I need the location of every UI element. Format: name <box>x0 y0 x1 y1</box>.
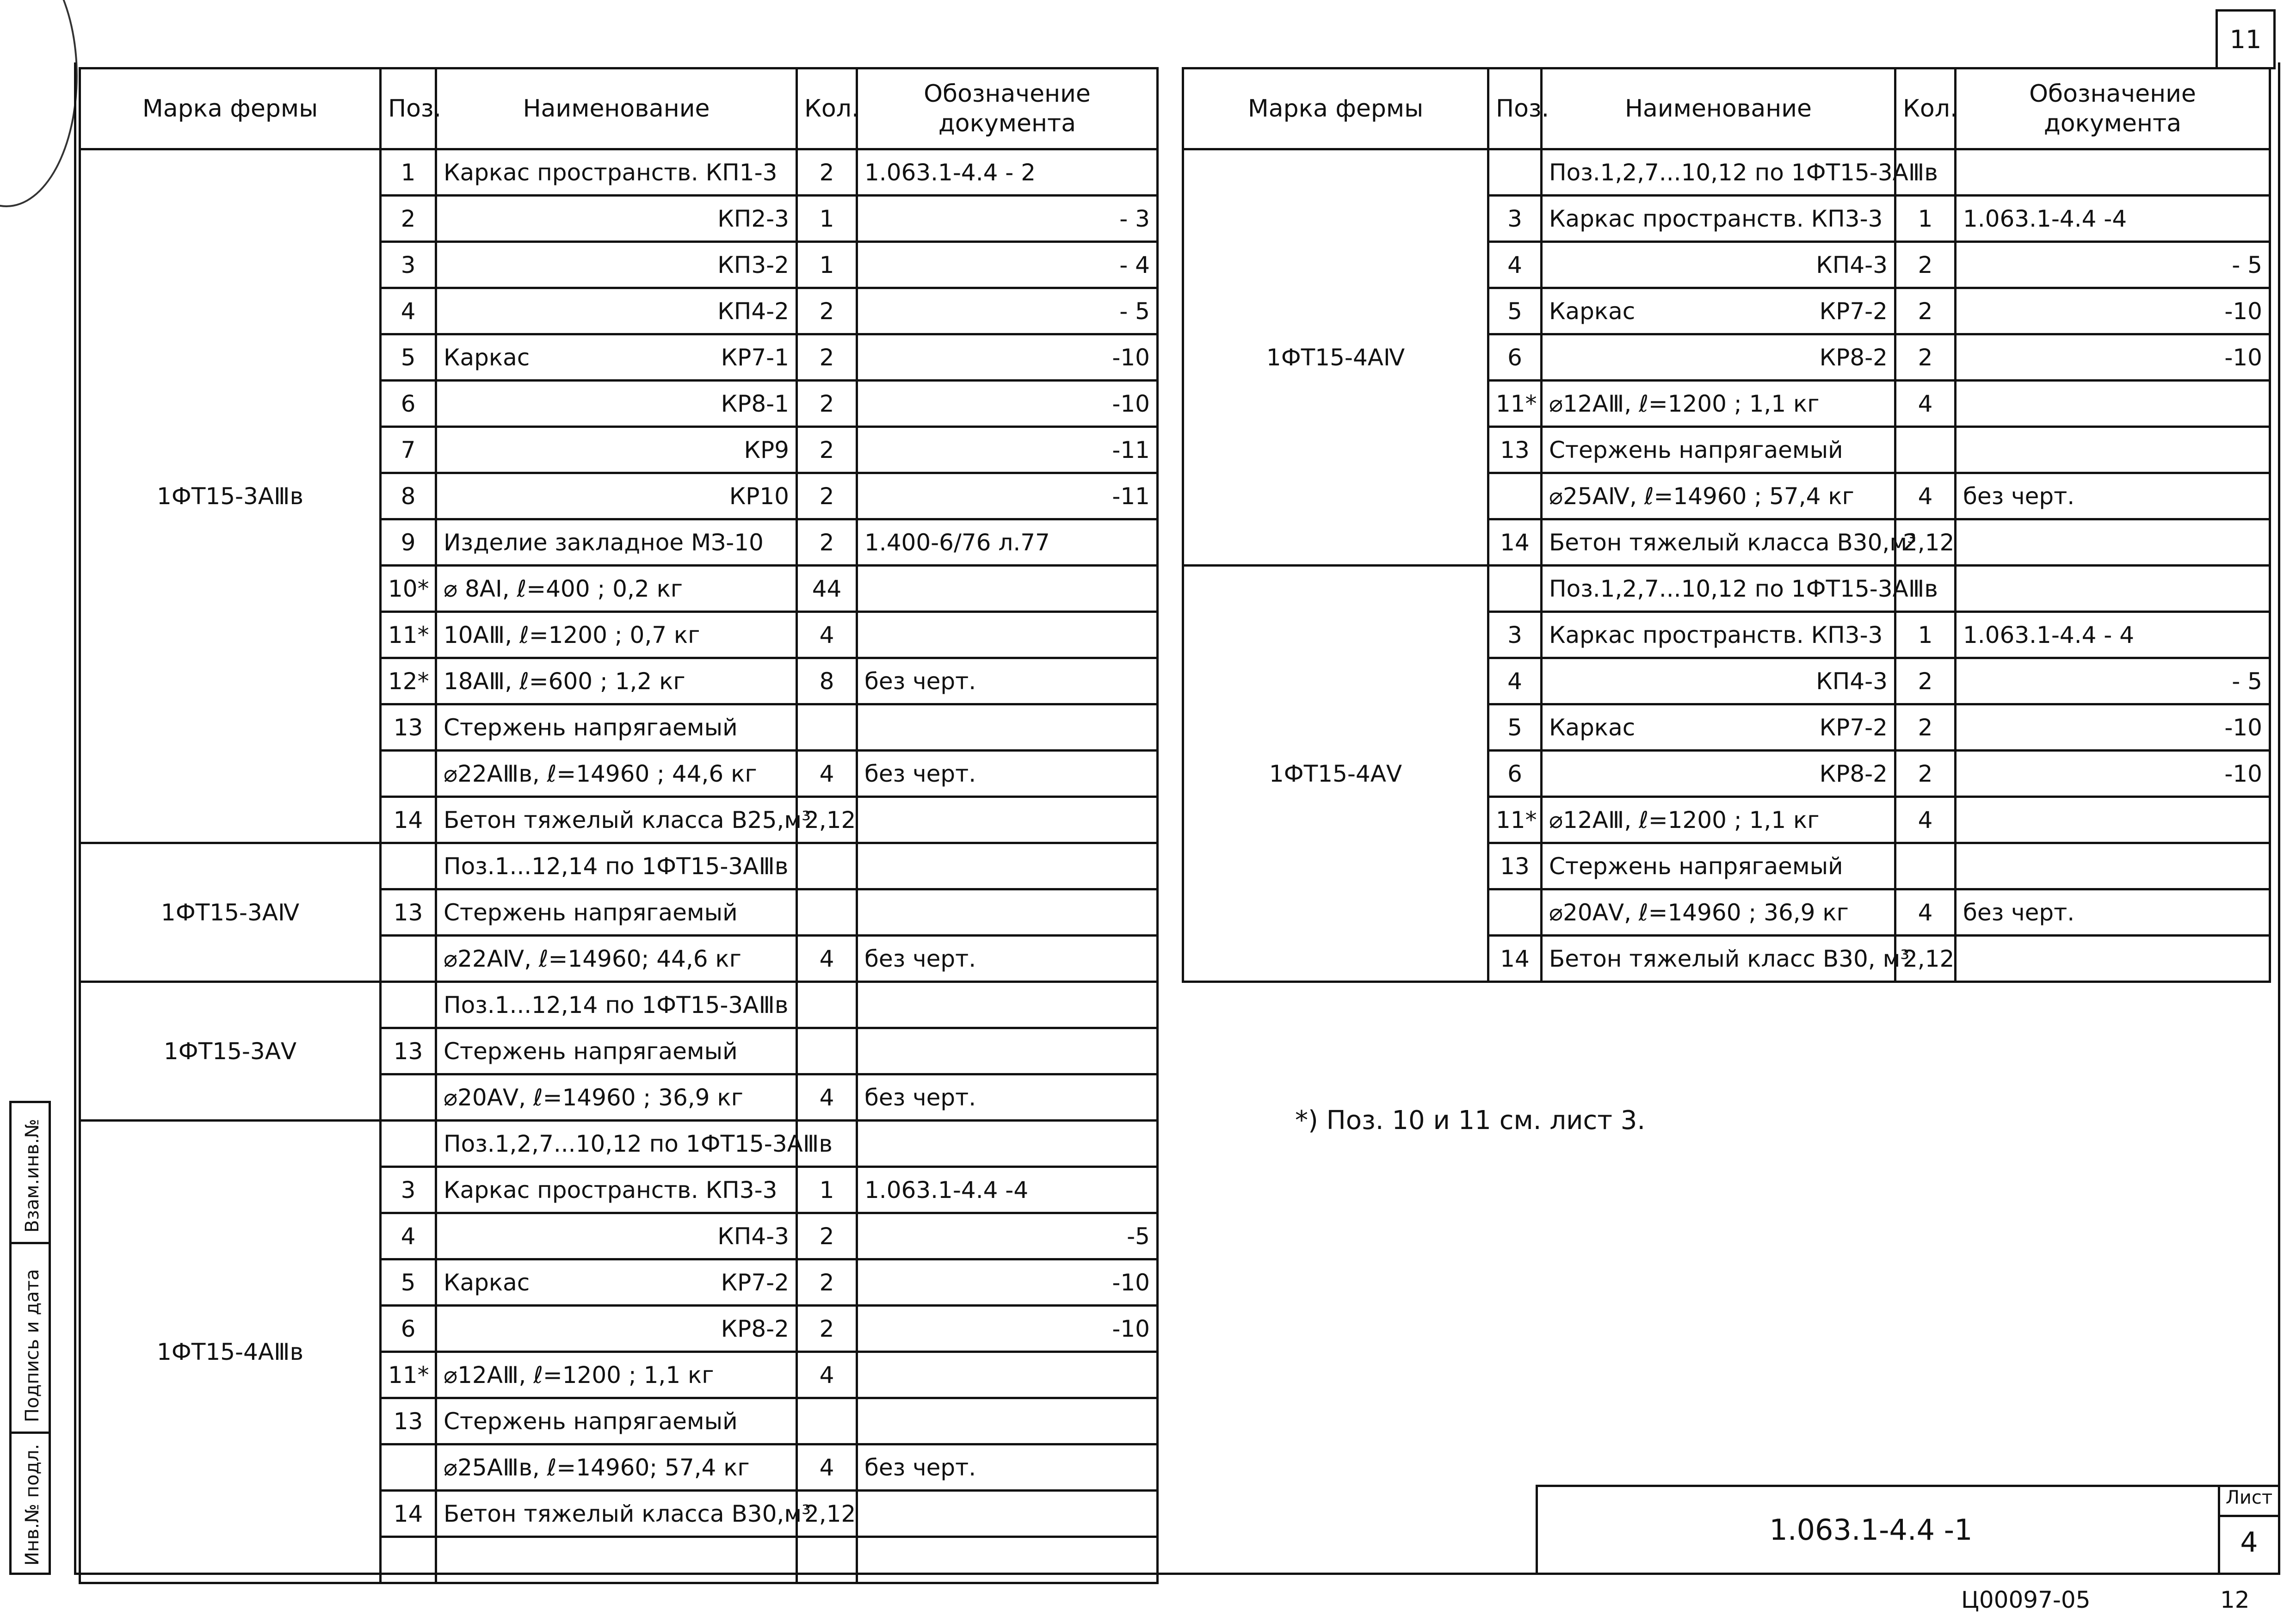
document-cell <box>857 1121 1158 1167</box>
name-text: Каркас <box>1549 297 1636 325</box>
document-cell: - 5 <box>857 288 1158 334</box>
quantity-cell <box>797 889 857 936</box>
name-cell: Стержень напрягаемый <box>436 889 797 936</box>
document-cell <box>857 1028 1158 1074</box>
document-cell: - 3 <box>857 196 1158 242</box>
position-cell <box>1488 889 1542 936</box>
quantity-cell: 2 <box>797 1306 857 1352</box>
quantity-cell: 1 <box>797 1167 857 1213</box>
name-cell: 18АⅢ, ℓ=600 ; 1,2 кг <box>436 658 797 704</box>
position-cell: 4 <box>1488 242 1542 288</box>
sheet-cell <box>2218 1487 2278 1573</box>
document-cell <box>857 1491 1158 1537</box>
header-pos-right: Поз. <box>1488 68 1542 149</box>
name-cell: Поз.1...12,14 по 1ФТ15-3АⅢв <box>436 843 797 889</box>
title-block <box>1536 1485 2280 1575</box>
position-cell: 5 <box>381 334 436 381</box>
position-cell: 2 <box>381 196 436 242</box>
quantity-cell <box>1895 427 1956 473</box>
quantity-cell: 4 <box>797 1074 857 1121</box>
name-cell: Стержень напрягаемый <box>436 704 797 751</box>
position-cell: 13 <box>381 889 436 936</box>
table-row <box>80 1121 1158 1167</box>
quantity-cell: 2 <box>1895 242 1956 288</box>
header-mark-right: Марка фермы <box>1183 68 1488 149</box>
name-cell: ⌀22АⅣ, ℓ=14960; 44,6 кг <box>436 936 797 982</box>
truss-mark: 1ФТ15-3АⅣ <box>80 843 381 982</box>
document-cell: -11 <box>857 473 1158 519</box>
position-cell: 5 <box>381 1259 436 1306</box>
quantity-cell <box>1895 843 1956 889</box>
quantity-cell: 4 <box>1895 381 1956 427</box>
document-cell <box>1956 797 2270 843</box>
table-row <box>1183 566 2270 612</box>
name-cell: ⌀20АⅤ, ℓ=14960 ; 36,9 кг <box>436 1074 797 1121</box>
truss-mark: 1ФТ15-3АⅤ <box>80 982 381 1121</box>
name-cell: ⌀12АⅢ, ℓ=1200 ; 1,1 кг <box>436 1352 797 1398</box>
document-cell <box>857 982 1158 1028</box>
name-cell: КР9 <box>436 427 797 473</box>
document-cell: -10 <box>857 1259 1158 1306</box>
name-code: КР7-2 <box>1819 714 1888 741</box>
quantity-cell: 2 <box>1895 704 1956 751</box>
sheet-number-box <box>2216 9 2276 69</box>
side-swap-label: Взам.инв.№ <box>22 1118 43 1233</box>
document-cell: -10 <box>1956 704 2270 751</box>
name-cell: Поз.1,2,7...10,12 по 1ФТ15-3АⅢв <box>436 1121 797 1167</box>
document-cell: без черт. <box>857 751 1158 797</box>
name-cell: Стержень напрягаемый <box>436 1398 797 1444</box>
round-stamp <box>0 0 78 207</box>
name-cell: ⌀12АⅢ, ℓ=1200 ; 1,1 кг <box>1542 797 1895 843</box>
side-cell-divider-1 <box>12 1242 49 1244</box>
name-cell: КР8-2 <box>1542 334 1895 381</box>
quantity-cell: 1 <box>1895 612 1956 658</box>
name-cell: КП3-2 <box>436 242 797 288</box>
name-cell: Каркас пространств. КП3-3 <box>436 1167 797 1213</box>
quantity-cell: 1 <box>797 242 857 288</box>
name-cell: КП4-3 <box>1542 658 1895 704</box>
position-cell: 12* <box>381 658 436 704</box>
position-cell: 6 <box>1488 334 1542 381</box>
document-cell <box>1956 519 2270 566</box>
side-approval-block <box>9 1101 51 1575</box>
position-cell: 10* <box>381 566 436 612</box>
header-doc: Обозначение документа <box>857 68 1158 149</box>
document-cell <box>1956 381 2270 427</box>
header-qty: Кол. <box>797 68 857 149</box>
truss-mark: 1ФТ15-4АⅢв <box>80 1121 381 1583</box>
position-cell: 13 <box>1488 843 1542 889</box>
quantity-cell: 8 <box>797 658 857 704</box>
spec-table-left <box>79 67 1159 1584</box>
document-cell: -10 <box>857 334 1158 381</box>
quantity-cell: 4 <box>797 612 857 658</box>
header-name-right: Наименование <box>1542 68 1895 149</box>
document-cell <box>857 566 1158 612</box>
position-cell: 5 <box>1488 288 1542 334</box>
position-cell: 13 <box>381 1398 436 1444</box>
name-cell: КП2-3 <box>436 196 797 242</box>
name-cell <box>436 1537 797 1583</box>
quantity-cell <box>797 843 857 889</box>
position-cell: 8 <box>381 473 436 519</box>
quantity-cell: 44 <box>797 566 857 612</box>
name-cell: Бетон тяжелый класс В30, м³ <box>1542 936 1895 982</box>
name-cell: Каркас пространств. КП3-3 <box>1542 196 1895 242</box>
name-cell: КП4-3 <box>436 1213 797 1259</box>
name-cell: Каркас пространств. КП1-3 <box>436 149 797 196</box>
quantity-cell: 2 <box>1895 334 1956 381</box>
side-cell-divider-2 <box>12 1432 49 1434</box>
position-cell: 6 <box>381 381 436 427</box>
quantity-cell: 4 <box>1895 889 1956 936</box>
position-cell <box>381 1537 436 1583</box>
page-number: 12 <box>2220 1586 2250 1613</box>
quantity-cell: 2 <box>797 473 857 519</box>
quantity-cell: 2 <box>797 149 857 196</box>
position-cell: 6 <box>1488 751 1542 797</box>
document-cell: без черт. <box>1956 473 2270 519</box>
truss-mark: 1ФТ15-4АⅤ <box>1183 566 1488 982</box>
document-cell: -10 <box>1956 288 2270 334</box>
quantity-cell: 2 <box>797 1259 857 1306</box>
document-cell: -10 <box>857 381 1158 427</box>
header-qty-right: Кол. <box>1895 68 1956 149</box>
name-cell <box>436 1259 797 1306</box>
position-cell: 7 <box>381 427 436 473</box>
position-cell <box>381 1444 436 1491</box>
side-sign-label: Подпись и дата <box>22 1269 43 1422</box>
position-cell: 4 <box>381 288 436 334</box>
document-cell <box>857 1352 1158 1398</box>
quantity-cell: 4 <box>797 936 857 982</box>
document-cell <box>1956 843 2270 889</box>
side-inv-label: Инв.№ подл. <box>22 1444 43 1566</box>
position-cell: 11* <box>1488 797 1542 843</box>
position-cell <box>381 751 436 797</box>
position-cell <box>381 1074 436 1121</box>
name-cell: Бетон тяжелый класса В30,м³ <box>436 1491 797 1537</box>
position-cell <box>381 936 436 982</box>
name-cell: КР10 <box>436 473 797 519</box>
document-cell: - 5 <box>1956 658 2270 704</box>
name-cell <box>1542 288 1895 334</box>
name-cell <box>436 334 797 381</box>
quantity-cell: 2,12 <box>1895 519 1956 566</box>
document-cell: -11 <box>857 427 1158 473</box>
name-cell: Стержень напрягаемый <box>436 1028 797 1074</box>
spec-table-right <box>1182 67 2271 983</box>
name-cell: Поз.1,2,7...10,12 по 1ФТ15-3АⅢв <box>1542 566 1895 612</box>
document-cell: 1.063.1-4.4 -4 <box>1956 196 2270 242</box>
quantity-cell <box>797 1537 857 1583</box>
document-cell: -10 <box>857 1306 1158 1352</box>
quantity-cell: 4 <box>797 1444 857 1491</box>
quantity-cell: 2 <box>1895 751 1956 797</box>
name-cell: ⌀12АⅢ, ℓ=1200 ; 1,1 кг <box>1542 381 1895 427</box>
position-cell <box>1488 473 1542 519</box>
document-cell: без черт. <box>857 936 1158 982</box>
name-cell: Стержень напрягаемый <box>1542 843 1895 889</box>
name-cell: Поз.1,2,7...10,12 по 1ФТ15-3АⅢв <box>1542 149 1895 196</box>
header-mark: Марка фермы <box>80 68 381 149</box>
document-cell <box>857 797 1158 843</box>
name-cell: 10АⅢ, ℓ=1200 ; 0,7 кг <box>436 612 797 658</box>
position-cell: 14 <box>1488 519 1542 566</box>
position-cell <box>1488 149 1542 196</box>
name-cell <box>1542 704 1895 751</box>
document-cell <box>857 1398 1158 1444</box>
header-name: Наименование <box>436 68 797 149</box>
position-cell: 13 <box>381 1028 436 1074</box>
quantity-cell: 4 <box>1895 797 1956 843</box>
quantity-cell: 2 <box>1895 658 1956 704</box>
quantity-cell: 2 <box>797 334 857 381</box>
position-cell: 3 <box>381 242 436 288</box>
name-cell: ⌀20АⅤ, ℓ=14960 ; 36,9 кг <box>1542 889 1895 936</box>
document-cell <box>857 843 1158 889</box>
quantity-cell <box>797 982 857 1028</box>
position-cell: 11* <box>381 1352 436 1398</box>
position-cell: 1 <box>381 149 436 196</box>
position-cell: 5 <box>1488 704 1542 751</box>
document-cell: без черт. <box>857 1444 1158 1491</box>
quantity-cell: 2,12 <box>1895 936 1956 982</box>
document-cell: -10 <box>1956 751 2270 797</box>
quantity-cell: 4 <box>1895 473 1956 519</box>
position-cell <box>1488 566 1542 612</box>
document-cell: без черт. <box>857 1074 1158 1121</box>
name-code: КР7-2 <box>1819 297 1888 325</box>
name-cell: Бетон тяжелый класса В30,м³ <box>1542 519 1895 566</box>
name-cell: КП4-2 <box>436 288 797 334</box>
position-cell: 3 <box>1488 612 1542 658</box>
document-cell: без черт. <box>857 658 1158 704</box>
table-row <box>80 149 1158 196</box>
name-cell: КР8-2 <box>436 1306 797 1352</box>
quantity-cell: 1 <box>1895 196 1956 242</box>
name-text: Каркас <box>444 1269 530 1296</box>
quantity-cell: 2 <box>797 381 857 427</box>
document-cell <box>1956 149 2270 196</box>
quantity-cell: 2 <box>797 288 857 334</box>
position-cell: 3 <box>381 1167 436 1213</box>
header-doc-right: Обозначение документа <box>1956 68 2270 149</box>
quantity-cell: 4 <box>797 751 857 797</box>
position-cell: 9 <box>381 519 436 566</box>
quantity-cell: 2,12 <box>797 1491 857 1537</box>
name-cell: Бетон тяжелый класса В25,м³ <box>436 797 797 843</box>
archive-code: Ц00097-05 <box>1961 1586 2091 1613</box>
spec-table-right-body <box>1183 149 2270 982</box>
name-cell: КР8-1 <box>436 381 797 427</box>
header-pos: Поз. <box>381 68 436 149</box>
quantity-cell: 4 <box>797 1352 857 1398</box>
name-text: Каркас <box>1549 714 1636 741</box>
name-cell: Изделие закладное МЗ-10 <box>436 519 797 566</box>
document-cell <box>857 612 1158 658</box>
document-cell: - 5 <box>1956 242 2270 288</box>
name-cell: ⌀ 8АⅠ, ℓ=400 ; 0,2 кг <box>436 566 797 612</box>
quantity-cell: 2 <box>797 1213 857 1259</box>
spec-table-left-body <box>80 149 1158 1583</box>
sheet-value: 4 <box>2240 1526 2258 1559</box>
document-cell: 1.063.1-4.4 -4 <box>857 1167 1158 1213</box>
document-cell <box>1956 936 2270 982</box>
quantity-cell: 2,12 <box>797 797 857 843</box>
position-cell <box>381 843 436 889</box>
quantity-cell: 2 <box>797 519 857 566</box>
position-cell: 4 <box>1488 658 1542 704</box>
name-cell: Каркас пространств. КП3-3 <box>1542 612 1895 658</box>
document-cell: -5 <box>857 1213 1158 1259</box>
position-cell: 11* <box>381 612 436 658</box>
name-cell: Стержень напрягаемый <box>1542 427 1895 473</box>
position-cell <box>381 982 436 1028</box>
quantity-cell: 2 <box>797 427 857 473</box>
document-cell: без черт. <box>1956 889 2270 936</box>
name-text: Каркас <box>444 344 530 371</box>
quantity-cell: 2 <box>1895 288 1956 334</box>
truss-mark: 1ФТ15-4АⅣ <box>1183 149 1488 566</box>
document-cell <box>857 704 1158 751</box>
position-cell: 13 <box>381 704 436 751</box>
truss-mark: 1ФТ15-3АⅢв <box>80 149 381 843</box>
document-cell <box>857 1537 1158 1583</box>
name-cell: Поз.1...12,14 по 1ФТ15-3АⅢв <box>436 982 797 1028</box>
name-cell: КП4-3 <box>1542 242 1895 288</box>
name-code: КР7-1 <box>721 344 789 371</box>
document-cell: - 4 <box>857 242 1158 288</box>
position-cell: 13 <box>1488 427 1542 473</box>
name-cell: ⌀22АⅢв, ℓ=14960 ; 44,6 кг <box>436 751 797 797</box>
document-cell: 1.063.1-4.4 - 4 <box>1956 612 2270 658</box>
document-cell <box>1956 566 2270 612</box>
position-cell <box>381 1121 436 1167</box>
document-cell <box>1956 427 2270 473</box>
name-cell: КР8-2 <box>1542 751 1895 797</box>
position-cell: 14 <box>381 1491 436 1537</box>
quantity-cell: 1 <box>797 196 857 242</box>
document-code: 1.063.1-4.4 -1 <box>1769 1513 1973 1547</box>
name-code: КР7-2 <box>721 1269 789 1296</box>
document-cell: 1.400-6/76 л.77 <box>857 519 1158 566</box>
quantity-cell <box>797 1398 857 1444</box>
footnote: *) Поз. 10 и 11 см. лист 3. <box>1295 1105 1646 1135</box>
name-cell: ⌀25АⅢв, ℓ=14960; 57,4 кг <box>436 1444 797 1491</box>
document-cell <box>857 889 1158 936</box>
name-cell: ⌀25АⅣ, ℓ=14960 ; 57,4 кг <box>1542 473 1895 519</box>
quantity-cell <box>797 1028 857 1074</box>
sheet-number-top: 11 <box>2229 25 2262 54</box>
position-cell: 6 <box>381 1306 436 1352</box>
document-cell: 1.063.1-4.4 - 2 <box>857 149 1158 196</box>
table-row <box>1183 149 2270 196</box>
position-cell: 14 <box>1488 936 1542 982</box>
quantity-cell <box>797 704 857 751</box>
position-cell: 4 <box>381 1213 436 1259</box>
document-cell: -10 <box>1956 334 2270 381</box>
table-row <box>80 982 1158 1028</box>
table-row <box>80 843 1158 889</box>
sheet-label: Лист <box>2220 1487 2278 1517</box>
position-cell: 3 <box>1488 196 1542 242</box>
position-cell: 11* <box>1488 381 1542 427</box>
position-cell: 14 <box>381 797 436 843</box>
